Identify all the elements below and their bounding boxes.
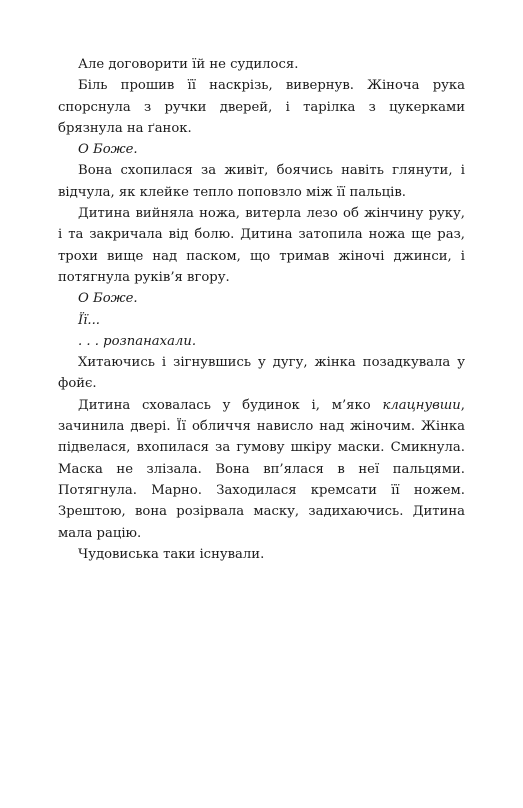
paragraph-text: , зачинила двері. Її обличчя нависло над жіночим. Жінка підвелася, вхопилася за гумову шкіру маски. Смикнула. Маска не злізала. Вона вп’ялася в неї пальцями. Потягнула. Марно. Заходилася кремсати її ножем. Зрештою, вона розірвала маску, задихаючись. Дитина мала рацію.	[58, 397, 465, 541]
paragraph	[58, 54, 465, 75]
italic-text: . . . розпанахали.	[78, 333, 197, 349]
paragraph-text: Чудовиська таки існували.	[78, 546, 265, 562]
paragraph	[58, 139, 465, 160]
paragraph-text: Але договорити їй не судилося.	[78, 57, 299, 72]
paragraph	[58, 288, 465, 309]
paragraph	[58, 75, 465, 139]
paragraph-text: Дитина сховалась у будинок і, м’яко	[78, 397, 383, 413]
paragraph-text: Дитина вийняла ножа, витерла лезо об жінчину руку, і та закричала від болю. Дитина затопила ножа ще раз, трохи вище над паском, що тримав жіночі джинси, і потягнула руків’я вгору.	[58, 206, 465, 285]
italic-text: Її...	[78, 312, 101, 328]
italic-text: клацнувши	[382, 397, 461, 413]
paragraph	[58, 544, 465, 565]
paragraph	[58, 331, 465, 352]
paragraph-text: Хитаючись і зігнувшись у дугу, жінка позадкувала у фойє.	[58, 355, 465, 392]
paragraph	[58, 203, 465, 288]
paragraph-text: Вона схопилася за живіт, боячись навіть глянути, і відчула, як клейке тепло поповзло між її пальців.	[58, 163, 465, 200]
paragraph	[58, 352, 465, 395]
italic-text: О Боже.	[78, 291, 138, 307]
paragraph	[58, 160, 465, 203]
paragraph	[58, 310, 465, 331]
paragraph-text: Біль прошив її наскрізь, вивернув. Жіноча рука спорснула з ручки дверей, і тарілка з цукерками брязнула на ґанок.	[58, 78, 465, 136]
body-text	[58, 54, 465, 565]
italic-text: О Боже.	[78, 142, 138, 158]
paragraph	[58, 395, 465, 544]
